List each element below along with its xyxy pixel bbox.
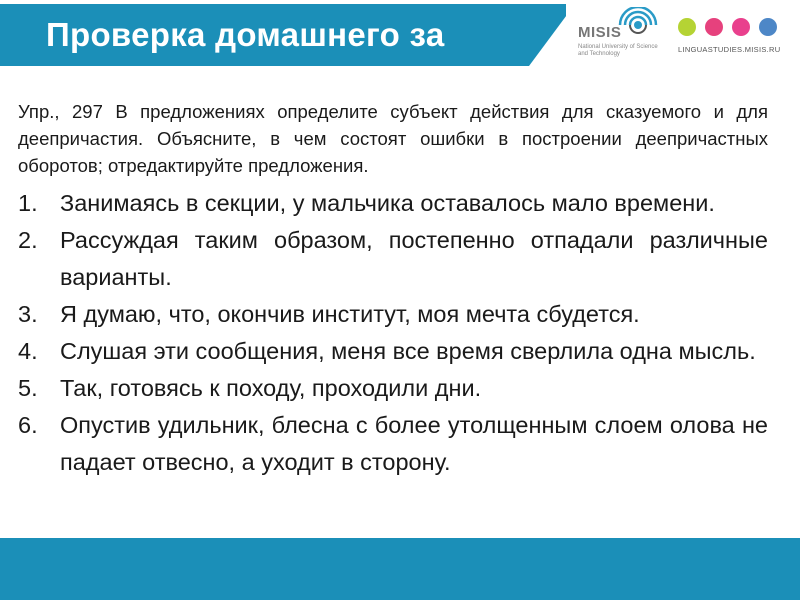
item-number: 3. <box>18 301 38 327</box>
footer-bar <box>0 538 800 600</box>
dot-magenta <box>732 18 750 36</box>
list-item <box>18 296 768 333</box>
item-text: Так, готовясь к походу, проходили дни. <box>60 375 482 401</box>
color-dots <box>678 18 777 36</box>
item-number: 1. <box>18 190 38 216</box>
misis-logo <box>574 4 664 66</box>
slide-header <box>0 0 800 74</box>
item-text: Занимаясь в секции, у мальчика оставалось мало времени. <box>60 190 715 216</box>
misis-wordmark: MISIS <box>578 24 622 41</box>
site-url: LINGUASTUDIES.MISIS.RU <box>678 45 781 54</box>
sentence-list <box>18 185 768 481</box>
exercise-task: Упр., 297 В предложениях определите субъект действия для сказуемого и для деепричастия. Объясните, в чем состоят ошибки в построении деепричастных оборотов; отредактируйте предложения. <box>18 101 768 176</box>
dot-pink <box>705 18 723 36</box>
misis-tagline: National University of Science and Technology <box>578 44 658 57</box>
dot-green <box>678 18 696 36</box>
slide-title: Проверка домашнего за <box>46 16 445 53</box>
signal-arcs-icon <box>618 7 660 47</box>
list-item <box>18 222 768 296</box>
logo-area <box>566 0 800 74</box>
list-item <box>18 185 768 222</box>
item-text: Слушая эти сообщения, меня все время сверлила одна мысль. <box>60 338 756 364</box>
list-item <box>18 333 768 370</box>
list-item <box>18 370 768 407</box>
item-number: 4. <box>18 338 38 364</box>
item-number: 6. <box>18 412 38 438</box>
item-text: Опустив удильник, блесна с более утолщенным слоем олова не падает отвесно, а уходит в сторону. <box>60 412 768 475</box>
item-number: 2. <box>18 227 38 253</box>
dot-blue <box>759 18 777 36</box>
item-text: Рассуждая таким образом, постепенно отпадали различные варианты. <box>60 227 768 290</box>
item-text: Я думаю, что, окончив институт, моя мечта сбудется. <box>60 301 640 327</box>
item-number: 5. <box>18 375 38 401</box>
list-item <box>18 407 768 481</box>
